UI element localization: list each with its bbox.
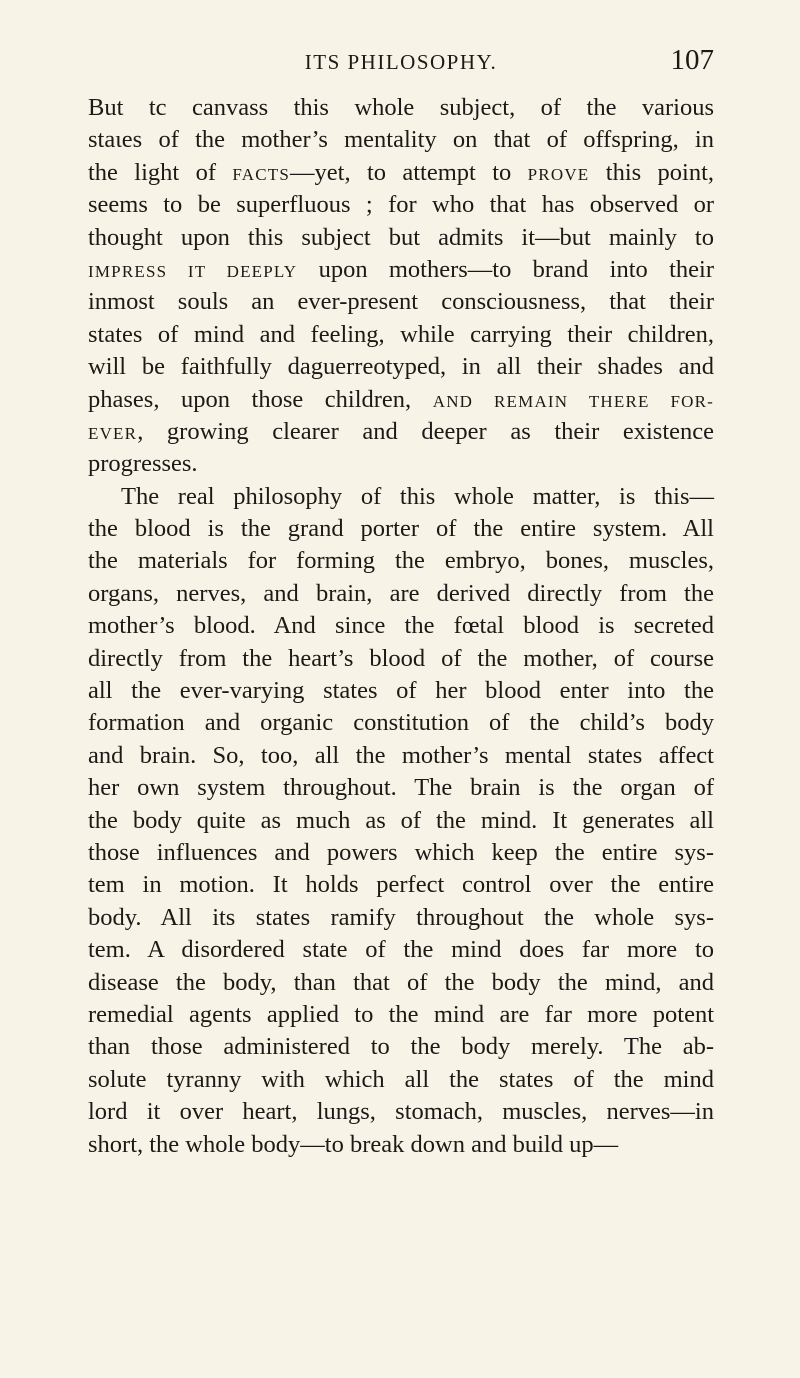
text-line (88, 1031, 714, 1063)
text-run: states of mind and feeling, while carrying their children, (88, 320, 714, 348)
text-run: all the ever-varying states of her blood enter into the (88, 677, 714, 705)
text-line (88, 675, 714, 707)
text-line (88, 481, 714, 513)
text-run: staιes of the mother’s mentality on that of offspring, in (88, 126, 714, 154)
text-line (88, 578, 714, 610)
text-run: formation and organic constitution of the child’s body (88, 709, 714, 737)
running-title: ITS PHILOSOPHY. (304, 50, 498, 74)
page-number: 107 (670, 44, 714, 76)
text-run: the materials for forming the embryo, bones, muscles, (88, 547, 714, 575)
text-line (88, 513, 714, 545)
text-line (88, 319, 714, 351)
text-run: —yet, to attempt to (290, 158, 528, 186)
text-run: inmost souls an ever-present consciousness, that their (88, 288, 714, 316)
text-run: disease the body, than that of the body the mind, and (88, 968, 714, 996)
text-line (88, 740, 714, 772)
small-caps-run: EVER (88, 423, 138, 443)
text-line (88, 416, 714, 448)
text-run: than those administered to the body merely. The ab- (88, 1033, 714, 1061)
text-run: solute tyranny with which all the states of the mind (88, 1065, 714, 1093)
text-run: short, the whole body—to break down and build up— (88, 1130, 619, 1158)
text-line (88, 869, 714, 901)
text-line (88, 610, 714, 642)
text-line (88, 1064, 714, 1096)
text-run: the light of (88, 158, 233, 186)
text-line (88, 189, 714, 221)
text-line (88, 254, 714, 286)
text-run: directly from the heart’s blood of the mother, of course (88, 644, 714, 672)
text-run: The real philosophy of this whole matter, is this— (121, 482, 714, 510)
text-run: this point, (589, 158, 715, 186)
text-line (88, 772, 714, 804)
text-line (88, 157, 714, 189)
body-text (88, 92, 714, 1161)
text-run: tem in motion. It holds perfect control over the entire (88, 871, 714, 899)
text-run: the blood is the grand porter of the entire system. All (88, 515, 714, 543)
text-line (88, 999, 714, 1031)
text-line (88, 967, 714, 999)
text-run: seems to be superfluous ; for who that has observed or (88, 191, 714, 219)
small-caps-run: IMPRESS IT DEEPLY (88, 261, 298, 281)
text-line (88, 222, 714, 254)
text-line (88, 837, 714, 869)
text-run: mother’s blood. And since the fœtal blood is secreted (88, 612, 714, 640)
text-line (88, 545, 714, 577)
text-line (88, 934, 714, 966)
text-run: the body quite as much as of the mind. It generates all (88, 806, 714, 834)
text-run: organs, nerves, and brain, are derived directly from the (88, 579, 714, 607)
text-run: tem. A disordered state of the mind does far more to (88, 936, 714, 964)
small-caps-run: FACTS (232, 164, 291, 184)
text-line (88, 384, 714, 416)
text-run: But tc canvass this whole subject, of the various (88, 94, 714, 121)
text-line (88, 448, 714, 480)
text-line (88, 124, 714, 156)
text-line (88, 805, 714, 837)
text-line (88, 1129, 714, 1161)
text-line (88, 643, 714, 675)
text-run: thought upon this subject but admits it—but mainly to (88, 223, 714, 251)
text-run: body. All its states ramify throughout the whole sys- (88, 903, 714, 931)
text-line (88, 1096, 714, 1128)
text-line (88, 902, 714, 934)
text-line (88, 286, 714, 318)
text-run: phases, upon those children, (88, 385, 433, 413)
text-line (88, 92, 714, 124)
running-head (88, 44, 714, 84)
text-run: remedial agents applied to the mind are far more potent (88, 1000, 714, 1028)
text-run: , growing clearer and deeper as their existence (137, 417, 714, 445)
text-run: upon mothers—to brand into their (297, 255, 714, 283)
text-run: progresses. (88, 450, 198, 478)
small-caps-run: PROVE (527, 164, 590, 184)
text-run: those influences and powers which keep the entire sys- (88, 838, 714, 866)
text-run: and brain. So, too, all the mother’s mental states affect (88, 741, 714, 769)
text-line (88, 707, 714, 739)
text-run: her own system throughout. The brain is the organ of (88, 774, 714, 802)
small-caps-run: AND REMAIN THERE FOR- (432, 391, 714, 411)
text-run: will be faithfully daguerreotyped, in all their shades and (88, 353, 714, 381)
text-run: lord it over heart, lungs, stomach, muscles, nerves—in (88, 1098, 714, 1126)
text-line (88, 351, 714, 383)
